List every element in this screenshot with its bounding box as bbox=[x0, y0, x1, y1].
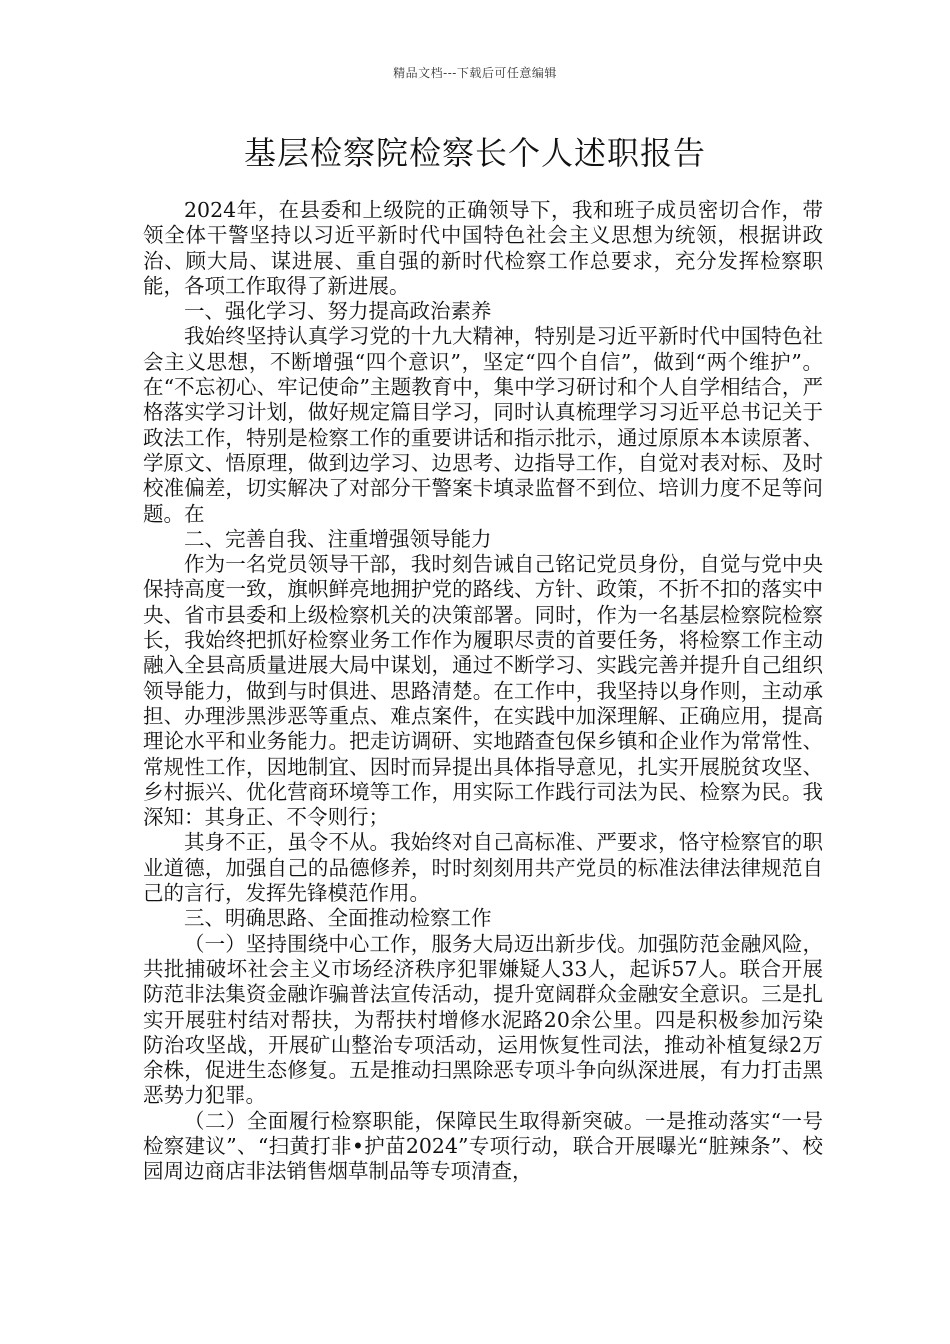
paragraph-section-3-2: （二）全面履行检察职能，保障民生取得新突破。一是推动落实“一号检察建议”、“扫黄打非•护苗2024”专项行动，联合开展曝光“脏辣条”、校园周边商店非法销售烟草制品等专项清查， bbox=[143, 1108, 823, 1184]
section-heading-2: 二、完善自我、注重增强领导能力 bbox=[184, 526, 492, 551]
paragraph-section-2b: 其身不正，虽令不从。我始终对自己高标准、严要求，恪守检察官的职业道德，加强自己的品德修养，时时刻刻用共产党员的标准法律法律规范自己的言行，发挥先锋模范作用。 bbox=[143, 830, 823, 906]
paragraph-intro: 2024年，在县委和上级院的正确领导下，我和班子成员密切合作，带领全体干警坚持以习近平新时代中国特色社会主义思想为统领，根据讲政治、顾大局、谋进展、重自强的新时代检察工作总要求，充分发挥检察职能，各项工作取得了新进展。 bbox=[143, 198, 823, 298]
paragraph-section-1: 我始终坚持认真学习党的十九大精神，特别是习近平新时代中国特色社会主义思想，不断增强“四个意识”，坚定“四个自信”，做到“两个维护”。在“不忘初心、牢记使命”主题教育中，集中学习研讨和个人自学相结合，严格落实学习计划，做好规定篇目学习，同时认真梳理学习习近平总书记关于政法工作，特别是检察工作的重要讲话和指示批示，通过原原本本读原著、学原文、悟原理，做到边学习、边思考、边指导工作，自觉对表对标、及时校准偏差，切实解决了对部分干警案卡填录监督不到位、培训力度不足等问题。在 bbox=[143, 324, 823, 526]
section-heading-3: 三、明确思路、全面推动检察工作 bbox=[184, 906, 492, 931]
section-heading-1: 一、强化学习、努力提高政治素养 bbox=[184, 299, 492, 324]
page-header-note: 精品文档---下载后可任意编辑 bbox=[393, 66, 557, 80]
paragraph-section-3-1: （一）坚持围绕中心工作，服务大局迈出新步伐。加强防范金融风险，共批捕破坏社会主义市场经济秩序犯罪嫌疑人33人，起诉57人。联合开展防范非法集资金融诈骗普法宣传活动，提升宽阔群众金融安全意识。三是扎实开展驻村结对帮扶，为帮扶村增修水泥路20余公里。四是积极参加污染防治攻坚战，开展矿山整治专项活动，运用恢复性司法，推动补植复绿2万余株，促进生态修复。五是推动扫黑除恶专项斗争向纵深进展，有力打击黑恶势力犯罪。 bbox=[143, 931, 823, 1108]
document-body bbox=[143, 198, 823, 1185]
document-title: 基层检察院检察长个人述职报告 bbox=[243, 134, 706, 172]
paragraph-section-2a: 作为一名党员领导干部，我时刻告诫自己铭记党员身份，自觉与党中央保持高度一致，旗帜鲜亮地拥护党的路线、方针、政策，不折不扣的落实中央、省市县委和上级检察机关的决策部署。同时，作为一名基层检察院检察长，我始终把抓好检察业务工作作为履职尽责的首要任务，将检察工作主动融入全县高质量进展大局中谋划，通过不断学习、实践完善并提升自己组织领导能力，做到与时俱进、思路清楚。在工作中，我坚持以身作则，主动承担、办理涉黑涉恶等重点、难点案件，在实践中加深理解、正确应用，提高理论水平和业务能力。把走访调研、实地踏查包保乡镇和企业作为常常性、常规性工作，因地制宜、因时而异提出具体指导意见，扎实开展脱贫攻坚、乡村振兴、优化营商环境等工作，用实际工作践行司法为民、检察为民。我深知：其身正、不令则行； bbox=[143, 552, 823, 830]
